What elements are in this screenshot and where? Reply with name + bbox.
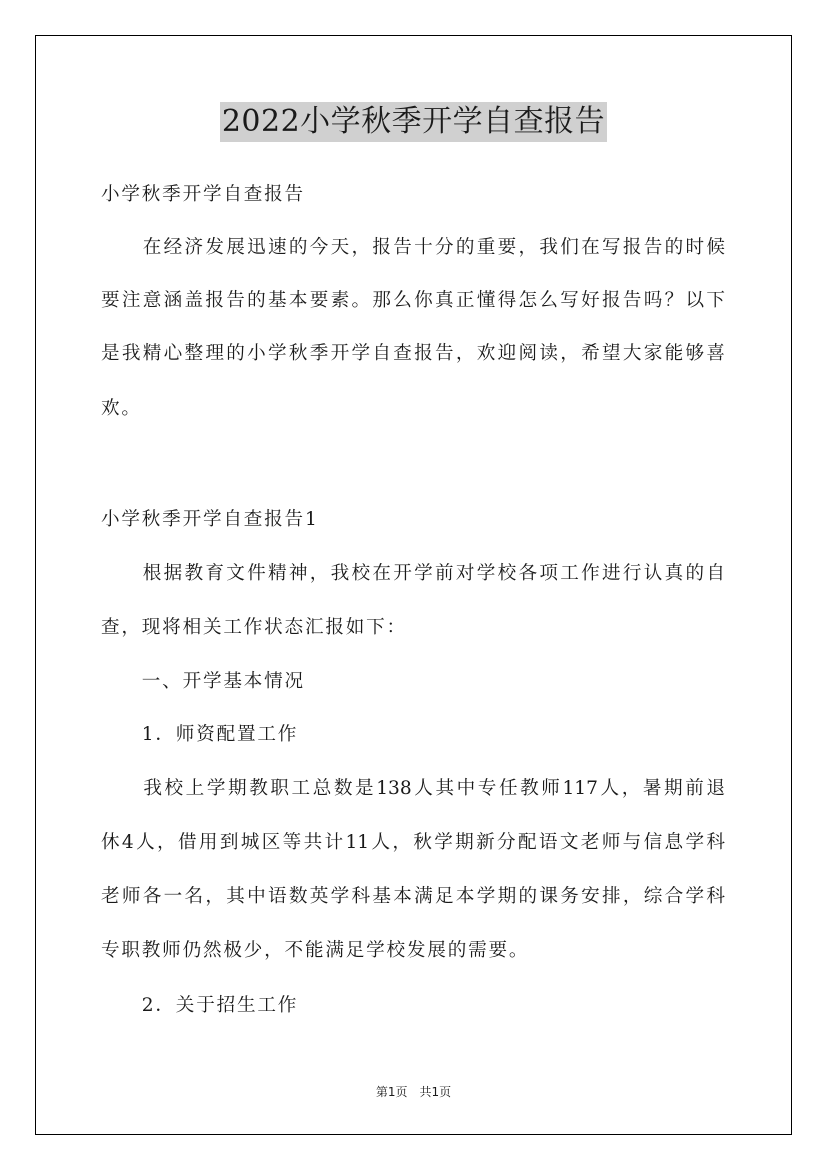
subheading: 1．师资配置工作 — [101, 724, 299, 745]
paragraph-line: 根据教育文件精神，我校在开学前对学校各项工作进行认真的自 — [101, 563, 725, 584]
paragraph-line: 老师各一名，其中语数英学科基本满足本学期的课务安排，综合学科 — [101, 886, 725, 907]
paragraph-line: 查，现将相关工作状态汇报如下： — [101, 617, 407, 638]
title-container — [0, 102, 827, 142]
paragraph-line: 是我精心整理的小学秋季开学自查报告，欢迎阅读，希望大家能够喜 — [101, 343, 725, 364]
page-footer: 第1页 共1页 — [375, 1085, 452, 1099]
section-heading: 小学秋季开学自查报告1 — [101, 509, 319, 530]
paragraph-line: 休4人，借用到城区等共计11人，秋学期新分配语文老师与信息学科 — [101, 832, 725, 853]
paragraph-line: 欢。 — [101, 398, 142, 419]
paragraph-line: 要注意涵盖报告的基本要素。那么你真正懂得怎么写好报告吗？以下 — [101, 290, 725, 311]
subheading: 一、开学基本情况 — [101, 671, 305, 692]
document-title: 2022小学秋季开学自查报告 — [220, 102, 607, 142]
paragraph-line: 我校上学期教职工总数是138人其中专任教师117人，暑期前退 — [101, 778, 725, 799]
subheading: 2．关于招生工作 — [101, 995, 299, 1016]
paragraph-line: 专职教师仍然极少，不能满足学校发展的需要。 — [101, 940, 530, 961]
section-heading: 小学秋季开学自查报告 — [101, 184, 305, 205]
paragraph-line: 在经济发展迅速的今天，报告十分的重要，我们在写报告的时候 — [101, 237, 725, 258]
